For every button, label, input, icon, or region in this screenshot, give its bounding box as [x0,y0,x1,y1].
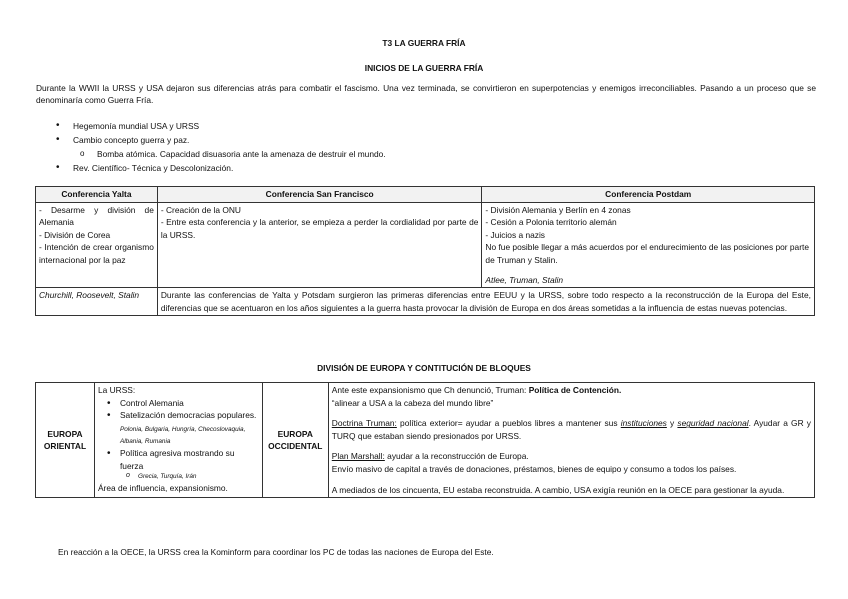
east-list [98,397,259,473]
east-label: EUROPA ORIENTAL [36,383,95,498]
east-content [94,383,262,498]
header-san-francisco: Conferencia San Francisco [157,187,482,203]
footer-note: En reacción a la OECE, la URSS crea la Kominform para coordinar los PC de todas las naciones de Europa del Este. [58,547,494,557]
yalta-point: - Desarme y división de Alemania [39,204,154,228]
west-label: EUROPA OCCIDENTAL [262,383,328,498]
potsdam-cell [482,202,815,288]
bullet-item: • Cambio concepto guerra y paz. [73,134,386,146]
marshall-label: Plan Marshall: [331,451,385,462]
doctrine-label: Doctrina Truman: [331,418,397,429]
marshall-text: ayudar a la reconstrucción de Europa. [384,451,529,462]
west-content [328,383,814,498]
potsdam-point: - Cesión a Polonia territorio alemán [485,217,617,228]
west-text: Ante este expansionismo que Ch denunció, Truman: [331,385,529,395]
east-item: • Política agresiva mostrando su fuerza [120,447,259,472]
urss-heading: La URSS: [97,385,136,395]
spacer [332,442,811,450]
potsdam-point: No fue posible llegar a más acuerdos por el endurecimiento de las posiciones por parte de Truman y Stalin. [485,242,809,266]
doctrine-text: . Ayudar a GR y TURQ que estaban siendo presionados por URSS. [331,418,811,441]
san-francisco-cell [157,202,482,288]
east-item-text: Satelización democracias populares. [119,410,257,421]
conferences-table [35,186,815,316]
doctrine-text: política exterior= ayudar a pueblos libres a mantener sus [396,418,621,429]
truman-doctrine [332,417,811,442]
doc-title: T3 LA GUERRA FRÍA [382,38,466,48]
section-title-bloques: DIVISIÓN DE EUROPA Y CONTITUCIÓN DE BLOQUES [317,363,531,373]
header-potsdam: Conferencia Postdam [482,187,815,203]
spacer [332,476,811,484]
doctrine-term: seguridad nacional [677,418,749,429]
doctrine-text: y [666,418,678,429]
potsdam-point: - Juicios a nazis [485,229,545,240]
west-line [332,384,811,397]
potsdam-leaders: Atlee, Truman, Stalin [485,274,563,285]
intro-paragraph: Durante la WWII la URSS y USA dejaron sus diferencias atrás para combatir el fascismo. Una vez terminada, se convirtieron en superpotencias y enemigos irreconciliables. Pasando a un proceso que se denominaría como Guerra Fría. [36,83,816,106]
spacer [332,409,811,417]
yalta-point: - División de Corea [39,229,111,240]
east-countries: Polonia, Bulgaria, Hungría, Checoslovaquia, Albania, Rumania [119,425,246,446]
bullet-list [40,120,386,176]
yalta-point: - Intención de crear organismo internacional por la paz [39,242,154,266]
blocs-table [35,382,815,498]
sub-bullet-item: o Bomba atómica. Capacidad disuasoria ante la amenaza de destruir el mundo. [73,148,386,160]
conferences-summary: Durante las conferencias de Yalta y Potsdam surgieron las primeras diferencias entre EEUU y la URSS, sobre todo respecto a la reconstrucción de la Europa del Este, diferencias que se acentuaron en los años siguientes a la guerra hasta provocar la división de Europa en dos áreas sometidas a la influencia de estas nuevas potencias. [157,288,814,316]
doc-subtitle: INICIOS DE LA GUERRA FRÍA [364,63,484,73]
east-item [120,409,259,447]
east-sub-item: o Grecia, Turquía, Irán [98,472,259,482]
potsdam-point: - División Alemania y Berlín en 4 zonas [485,204,631,215]
west-quote: “alinear a USA a la cabeza del mundo libre” [331,397,494,408]
header-yalta: Conferencia Yalta [36,187,158,203]
spacer [485,267,811,274]
yalta-cell [36,202,158,288]
east-summary: Área de influencia, expansionismo. [97,482,228,493]
reconstruction-note: A mediados de los cincuenta, EU estaba reconstruida. A cambio, USA exigía reunión en la OECE para gestionar la ayuda. [331,484,785,495]
bullet-item: • Hegemonía mundial USA y URSS [73,120,386,132]
yalta-leaders: Churchill, Roosevelt, Stalin [36,288,158,316]
marshall-detail: Envío masivo de capital a través de donaciones, préstamos, bienes de equipo y consumo a todos los países. [331,464,737,475]
doctrine-term: instituciones [620,418,667,429]
marshall-plan [332,450,811,463]
sf-point: - Entre esta conferencia y la anterior, se empieza a perder la cordialidad por parte de la URSS. [160,217,479,240]
bullet-item: • Rev. Científico- Técnica y Descolonización. [73,162,386,174]
east-item: • Control Alemania [120,397,259,410]
sf-point: - Creación de la ONU [160,204,241,215]
west-policy: Política de Contención. [528,385,622,395]
